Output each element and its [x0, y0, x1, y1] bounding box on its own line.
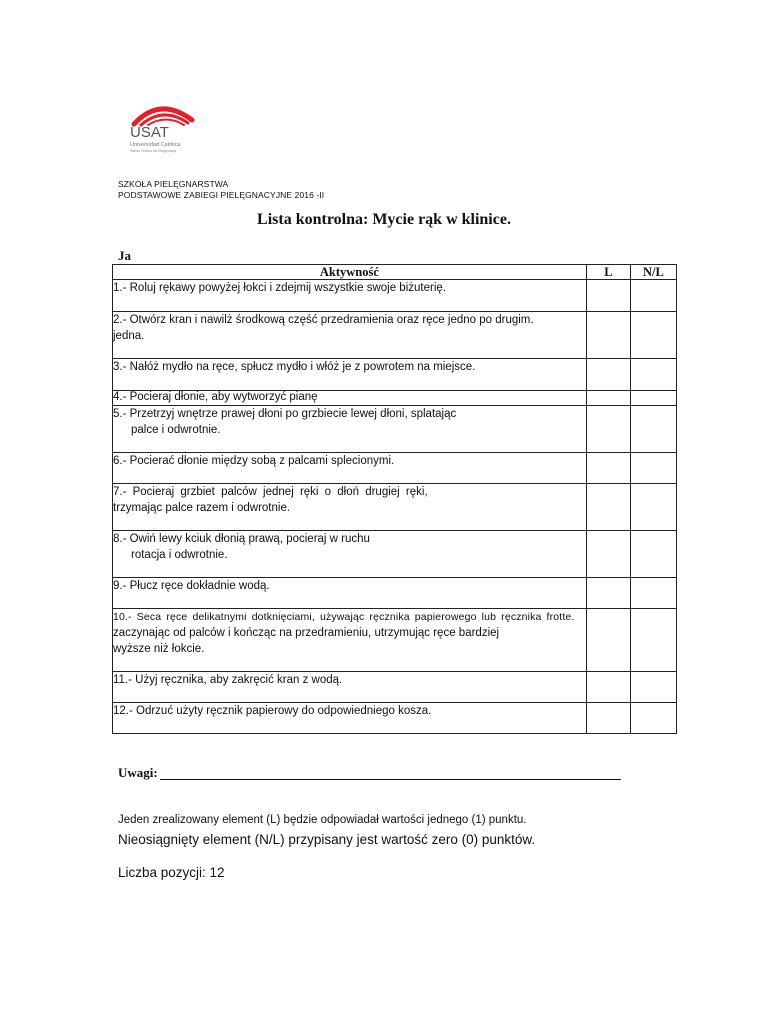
- table-row: [113, 280, 677, 312]
- l-checkbox-cell[interactable]: [586, 484, 630, 531]
- activity-text: 2.- Otwórz kran i nawilż środkową część przedramienia oraz ręce jedno po drugim.: [113, 314, 534, 326]
- nl-checkbox-cell[interactable]: [630, 391, 676, 406]
- activity-cell: [113, 578, 587, 609]
- activity-text: 12.- Odrzuć użyty ręcznik papierowy do odpowiedniego kosza.: [113, 705, 432, 717]
- table-row: [113, 359, 677, 391]
- activity-text: 11.- Użyj ręcznika, aby zakręcić kran z wodą.: [113, 674, 343, 686]
- page-title: Lista kontrolna: Mycie rąk w klinice.: [257, 211, 511, 228]
- activity-cell: [113, 406, 587, 453]
- activity-text: zaczynając od palców i kończąc na przedramieniu, utrzymując ręce bardziej: [113, 627, 500, 639]
- activity-cell: [113, 453, 587, 484]
- header-nl: N/L: [630, 265, 676, 280]
- table-row: [113, 453, 677, 484]
- header-l: L: [586, 265, 630, 280]
- scoring-note-1: Jeden zrealizowany element (L) będzie odpowiadał wartości jednego (1) punktu.: [118, 814, 527, 826]
- table-row: [113, 406, 677, 453]
- activity-cell: [113, 672, 587, 703]
- l-checkbox-cell[interactable]: [586, 609, 630, 672]
- l-checkbox-cell[interactable]: [586, 280, 630, 312]
- header-activity: Aktywność: [113, 265, 587, 280]
- activity-text: palce i odwrotnie.: [131, 424, 221, 436]
- activity-cell: [113, 703, 587, 734]
- ja-label: Ja: [118, 248, 131, 263]
- activity-cell: [113, 609, 587, 672]
- nl-checkbox-cell[interactable]: [630, 453, 676, 484]
- nl-checkbox-cell[interactable]: [630, 672, 676, 703]
- nl-checkbox-cell[interactable]: [630, 703, 676, 734]
- nl-checkbox-cell[interactable]: [630, 280, 676, 312]
- activity-text: 9.- Płucz ręce dokładnie wodą.: [113, 580, 270, 592]
- nl-checkbox-cell[interactable]: [630, 578, 676, 609]
- school-header: [118, 179, 324, 201]
- table-row: [113, 609, 677, 672]
- l-checkbox-cell[interactable]: [586, 531, 630, 578]
- l-checkbox-cell[interactable]: [586, 672, 630, 703]
- activity-text: 4.- Pocieraj dłonie, aby wytworzyć pianę: [113, 391, 318, 403]
- logo-arcs: [134, 109, 192, 125]
- school-name: SZKOŁA PIELĘGNARSTWA: [118, 179, 229, 189]
- logo-text: USAT: [130, 124, 169, 141]
- nl-checkbox-cell[interactable]: [630, 406, 676, 453]
- table-row: [113, 672, 677, 703]
- activity-cell: [113, 312, 587, 359]
- activity-text: jedna.: [113, 330, 145, 342]
- activity-text: 7.- Pocieraj grzbiet palców jednej ręki o dłoń drugiej ręki,: [113, 486, 428, 498]
- l-checkbox-cell[interactable]: [586, 312, 630, 359]
- activity-text: 5.- Przetrzyj wnętrze prawej dłoni po grzbiecie lewej dłoni, splatając: [113, 408, 457, 420]
- activity-text: 8.- Owiń lewy kciuk dłonią prawą, pocieraj w ruchu: [113, 533, 370, 545]
- table-row: [113, 391, 677, 406]
- logo-subtitle: Universidad Católica: [130, 142, 181, 148]
- activity-cell: [113, 280, 587, 312]
- nl-checkbox-cell[interactable]: [630, 312, 676, 359]
- activity-text: wyższe niż łokcie.: [113, 643, 205, 655]
- table-row: [113, 484, 677, 531]
- l-checkbox-cell[interactable]: [586, 703, 630, 734]
- table-header-row: [113, 265, 677, 280]
- activity-text: trzymając palce razem i odwrotnie.: [113, 502, 291, 514]
- activity-text: 3.- Nałóż mydło na ręce, spłucz mydło i włóż je z powrotem na miejsce.: [113, 361, 476, 373]
- activity-text: rotacja i odwrotnie.: [131, 549, 228, 561]
- activity-cell: [113, 391, 587, 406]
- table-row: [113, 531, 677, 578]
- nl-checkbox-cell[interactable]: [630, 359, 676, 391]
- l-checkbox-cell[interactable]: [586, 578, 630, 609]
- table-row: [113, 578, 677, 609]
- nl-checkbox-cell[interactable]: [630, 531, 676, 578]
- activity-cell: [113, 531, 587, 578]
- activity-text: 6.- Pocierać dłonie między sobą z palcami splecionymi.: [113, 455, 395, 467]
- course-name: PODSTAWOWE ZABIEGI PIELĘGNACYJNE 2016 -II: [118, 190, 325, 200]
- nl-checkbox-cell[interactable]: [630, 484, 676, 531]
- table-row: [113, 312, 677, 359]
- usat-logo: [128, 100, 198, 160]
- l-checkbox-cell[interactable]: [586, 453, 630, 484]
- activity-cell: [113, 359, 587, 391]
- scoring-note-2: Nieosiągnięty element (N/L) przypisany jest wartość zero (0) punktów.: [118, 832, 536, 847]
- item-count-note: Liczba pozycji: 12: [118, 865, 225, 880]
- activity-text: 1.- Roluj rękawy powyżej łokci i zdejmij wszystkie swoje biżuterię.: [113, 282, 446, 294]
- activity-cell: [113, 484, 587, 531]
- uwagi-label: Uwagi:: [118, 765, 158, 780]
- uwagi-input-line[interactable]: [160, 779, 621, 780]
- l-checkbox-cell[interactable]: [586, 391, 630, 406]
- l-checkbox-cell[interactable]: [586, 406, 630, 453]
- table-row: [113, 703, 677, 734]
- checklist-table: [112, 264, 677, 734]
- activity-text: 10.- Seca ręce delikatnymi dotknięciami, używając ręcznika papierowego lub ręcznika frotte.: [113, 611, 575, 623]
- l-checkbox-cell[interactable]: [586, 359, 630, 391]
- logo-subtitle2: Santo Toribio de Mogrovejo: [130, 149, 177, 153]
- nl-checkbox-cell[interactable]: [630, 609, 676, 672]
